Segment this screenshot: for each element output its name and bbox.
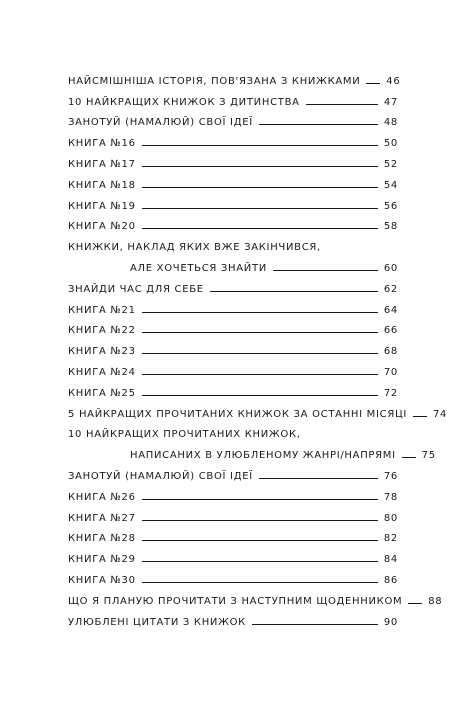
toc-entry-title: КНИГА №26 [68, 491, 136, 503]
toc-entry [68, 607, 398, 628]
toc-entry [68, 274, 398, 295]
toc-entry [68, 524, 398, 545]
toc-leader-line [306, 104, 378, 105]
toc-leader-line [142, 332, 378, 333]
toc-entry-title: ЩО Я ПЛАНУЮ ПРОЧИТАТИ З НАСТУПНИМ ЩОДЕННИКОМ [68, 595, 403, 607]
toc-entry-title: КНИГА №24 [68, 366, 136, 378]
toc-entry-title: НАЙСМІШНІША ІСТОРІЯ, ПОВ'ЯЗАНА З КНИЖКАМИ [68, 75, 361, 87]
toc-entry [68, 232, 398, 253]
toc-page-number: 50 [383, 138, 398, 150]
table-of-contents [68, 66, 448, 628]
toc-page-number: 74 [432, 408, 448, 420]
toc-page-number: 52 [383, 158, 398, 170]
toc-entry-title: КНИГА №29 [68, 554, 136, 566]
toc-leader-line [259, 478, 378, 479]
toc-leader-line [408, 603, 422, 604]
toc-page-number: 90 [383, 616, 398, 628]
toc-page-number: 80 [383, 512, 398, 524]
toc-leader-line [142, 520, 378, 521]
toc-entry-title: КНИЖКИ, НАКЛАД ЯКИХ ВЖЕ ЗАКІНЧИВСЯ, [68, 242, 321, 254]
toc-page-number: 64 [383, 304, 398, 316]
toc-entry-title: КНИГА №27 [68, 512, 136, 524]
toc-entry [68, 503, 398, 524]
toc-entry [68, 420, 398, 441]
toc-page-number: 60 [383, 262, 398, 274]
toc-leader-line [142, 499, 378, 500]
toc-entry [68, 191, 398, 212]
toc-entry-title: ЗАНОТУЙ (НАМАЛЮЙ) СВОЇ ІДЕЇ [68, 470, 253, 482]
toc-leader-line [142, 228, 378, 229]
toc-entry-title: КНИГА №23 [68, 346, 136, 358]
toc-leader-line [366, 83, 380, 84]
toc-page-number: 66 [383, 325, 398, 337]
toc-page-number: 88 [428, 595, 443, 607]
toc-entry [68, 212, 398, 233]
toc-entry-title: 10 НАЙКРАЩИХ ПРОЧИТАНИХ КНИЖОК, [68, 429, 301, 441]
toc-leader-line [142, 312, 378, 313]
toc-entry-title: КНИГА №25 [68, 387, 136, 399]
toc-leader-line [142, 582, 378, 583]
toc-entry-title: ЗНАЙДИ ЧАС ДЛЯ СЕБЕ [68, 283, 204, 295]
toc-entry [68, 357, 398, 378]
toc-page-number: 56 [383, 200, 398, 212]
toc-leader-line [273, 270, 378, 271]
toc-entry-title: УЛЮБЛЕНІ ЦИТАТИ З КНИЖОК [68, 616, 246, 628]
toc-leader-line [142, 145, 378, 146]
toc-leader-line [142, 208, 378, 209]
toc-entry [68, 128, 398, 149]
toc-leader-line [142, 187, 378, 188]
toc-entry-title: КНИГА №16 [68, 138, 136, 150]
toc-entry [68, 565, 398, 586]
toc-entry [68, 461, 398, 482]
toc-leader-line [252, 624, 378, 625]
toc-leader-line [413, 416, 427, 417]
toc-page-number: 72 [383, 387, 398, 399]
toc-entry-title: КНИГА №21 [68, 304, 136, 316]
toc-page-number: 86 [383, 574, 398, 586]
toc-entry [68, 66, 401, 87]
toc-leader-line [259, 124, 378, 125]
toc-entry [68, 544, 398, 565]
toc-entry [68, 316, 398, 337]
toc-page-number: 84 [383, 554, 398, 566]
toc-entry [68, 87, 398, 108]
toc-leader-line [402, 457, 416, 458]
toc-entry-title: 5 НАЙКРАЩИХ ПРОЧИТАНИХ КНИЖОК ЗА ОСТАННІ МІСЯЦІ [68, 408, 408, 420]
toc-entry-title: НАПИСАНИХ В УЛЮБЛЕНОМУ ЖАНРІ/НАПРЯМІ [130, 450, 396, 462]
toc-entry [68, 440, 436, 462]
toc-page-number: 54 [383, 179, 398, 191]
toc-entry [68, 295, 398, 316]
toc-leader-line [142, 540, 378, 541]
toc-entry [68, 378, 398, 399]
toc-entry [68, 253, 398, 274]
toc-page-number: 78 [383, 491, 398, 503]
toc-leader-line [142, 395, 378, 396]
toc-page-number: 58 [383, 221, 398, 233]
toc-entry [68, 336, 398, 357]
toc-entry-title: КНИГА №30 [68, 574, 136, 586]
toc-leader-line [142, 374, 378, 375]
toc-entry-title: ЗАНОТУЙ (НАМАЛЮЙ) СВОЇ ІДЕЇ [68, 117, 253, 129]
toc-entry-title: КНИГА №19 [68, 200, 136, 212]
toc-leader-line [210, 291, 378, 292]
toc-page-number: 47 [383, 96, 398, 108]
toc-entry [68, 586, 443, 607]
toc-entry [68, 482, 398, 503]
toc-entry-title: КНИГА №22 [68, 325, 136, 337]
toc-entry [68, 170, 398, 191]
toc-entry-title: АЛЕ ХОЧЕТЬСЯ ЗНАЙТИ [130, 262, 267, 274]
toc-page-number: 48 [383, 117, 398, 129]
toc-entry-title: КНИГА №18 [68, 179, 136, 191]
toc-entry-title: КНИГА №20 [68, 221, 136, 233]
toc-leader-line [142, 353, 378, 354]
toc-page-number: 62 [383, 283, 398, 295]
toc-page-number: 68 [383, 346, 398, 358]
toc-leader-line [142, 166, 378, 167]
toc-entry-title: КНИГА №17 [68, 158, 136, 170]
toc-page-number: 46 [386, 75, 401, 87]
toc-entry [68, 399, 448, 420]
toc-page-number: 70 [383, 366, 398, 378]
toc-entry [68, 149, 398, 170]
toc-entry-title: КНИГА №28 [68, 533, 136, 545]
toc-entry-title: 10 НАЙКРАЩИХ КНИЖОК З ДИТИНСТВА [68, 96, 300, 108]
toc-leader-line [142, 561, 378, 562]
toc-page-number: 76 [383, 470, 398, 482]
toc-entry [68, 108, 398, 129]
toc-page-number: 82 [383, 533, 398, 545]
toc-page-number: 75 [421, 450, 436, 462]
